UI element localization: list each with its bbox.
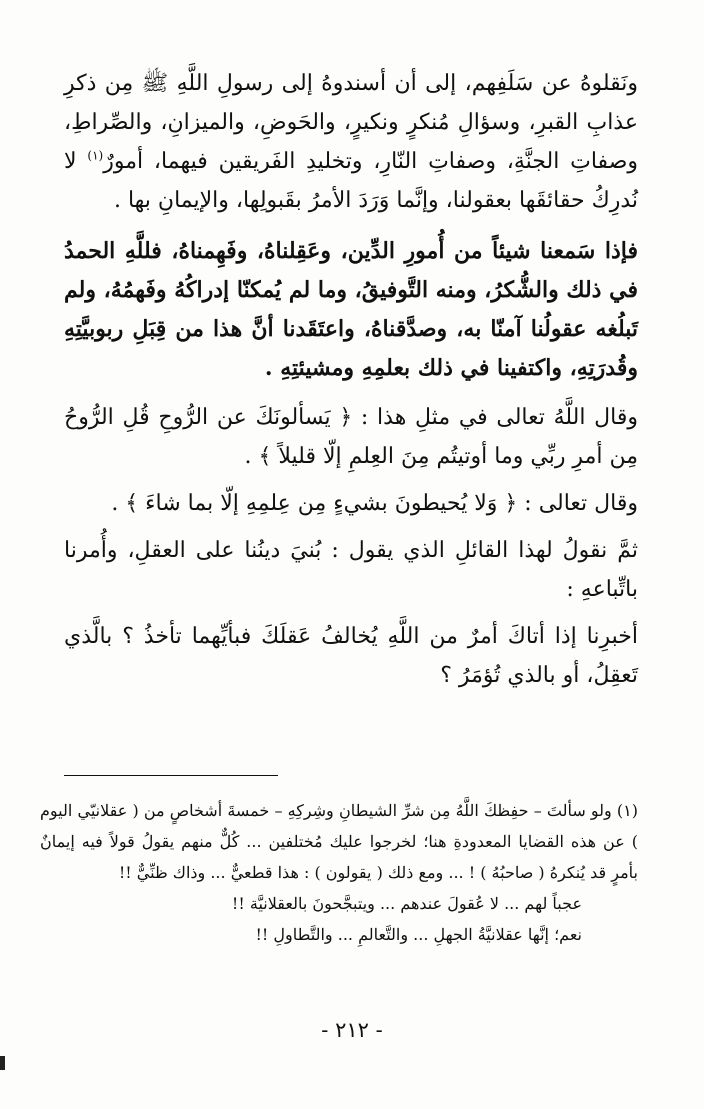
footnote-ref: (١) [87,148,104,163]
paragraph-4: وقال تعالى : ﴿ وَلا يُحيطونَ بشيءٍ مِن عِلمِهِ إلّا بما شاءَ ﴾ . [111,491,638,516]
scan-edge-mark [0,1056,5,1070]
footnotes [40,795,638,950]
paragraph-6: أخبرِنا إذا أتاكَ أمرٌ من اللَّهِ يُخالفُ عَقلَكَ فبأيِّهما تأخذُ ؟ بالَّذي تَعقِلُ، أو بالذي تُؤمَرُ ؟ [64,624,638,688]
main-text [64,60,638,695]
footnote-divider [64,775,278,776]
page-number: - ٢١٢ - [321,1018,383,1042]
paragraph-1 [64,64,638,220]
paragraph-5: ثمَّ نقولُ لهذا القائلِ الذي يقول : بُنيَ دينُنا على العقلِ، وأُمرنا باتِّباعهِ : [64,538,638,602]
footnote-line-3: نعم؛ إنَّها عقلانيَّةُ الجهلِ ... والتَّعالمِ ... والتَّطاولِ !! [255,925,582,944]
footnote-line-2: عجباً لهم ... لا عُقولَ عندهم ... ويتبجَّحونَ بالعقلانيَّة !! [231,894,582,913]
paragraph-2: فإذا سَمعنا شيئاً من أُمورِ الدِّين، وعَقِلناهُ، وفَهِمناهُ، فللَّهِ الحمدُ في ذلك والشُّكرُ، ومنه التَّوفيقُ، وما لم يُمكنّا إدراكُهُ وفَهمُهُ، ولم تَبلُغه عقولُنا آمنّا به، وصدَّقناهُ، واعتَقَدنا أنَّ هذا من قِبَلِ ربوبيَّتِهِ وقُدرَتِهِ، واكتفينا في ذلك بعلمِهِ ومشيئتِهِ . [64,238,638,381]
paragraph-1-text: ونَقلوهُ عن سَلَفِهم، إلى أن أسندوهُ إلى رسولِ اللَّهِ ﷺ مِن ذكرِ عذابِ القبرِ، وسؤالِ مُنكرٍ ونكيرٍ، والحَوضِ، والميزانِ، والصِّراطِ، وصفاتِ الجنَّةِ، وصفاتِ النّارِ، وتخليدِ الفَريقين فيهما، أمورٌ [64,71,638,174]
footnote-1: (١) ولو سألتَ – حفِظكَ اللَّهُ مِن شرِّ الشيطانِ وشِركِهِ – خمسةَ أشخاصٍ من ( عقلانيّي اليوم ) عن هذه القضايا المعدودةِ هنا؛ لخرجوا عليك مُختلفين ... كُلٌّ منهم يقولُ قولاً فيه إيمانٌ بأمرٍ قد يُنكرهُ ( صاحبُهُ ) ! ... ومع ذلك ( يقولون ) : هذا قطعيٌّ ... وذاك ظنِّيٌّ !! [40,801,638,882]
paragraph-1-tail: لا نُدرِكُ حقائقَها بعقولنا، وإنَّما وَرَدَ الأمرُ بقَبولِها، والإيمانِ بها . [64,149,638,213]
paragraph-3: وقال اللَّهُ تعالى في مثلِ هذا : ﴿ يَسألونَكَ عن الرُّوحِ قُلِ الرُّوحُ مِن أمرِ ربِّي وما أوتيتُم مِنَ العِلمِ إلّا قليلاً ﴾ . [64,405,638,469]
